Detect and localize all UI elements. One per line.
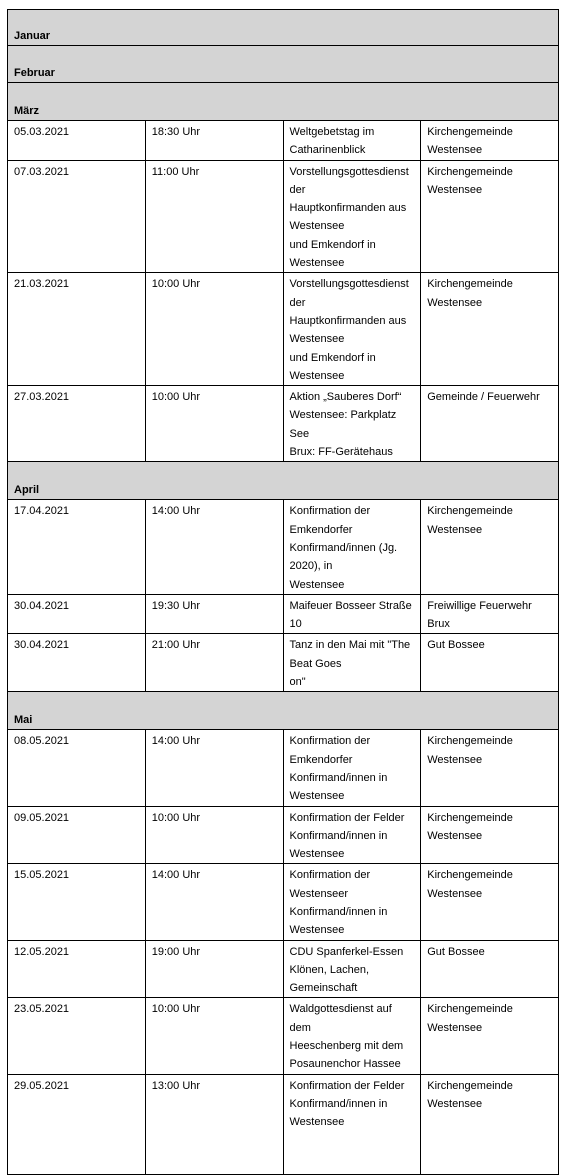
event-description-line: Konfirmand/innen in Westensee <box>289 905 388 937</box>
event-description-line: Waldgottesdienst auf dem <box>289 1003 392 1034</box>
event-description <box>283 864 421 940</box>
event-time: 10:00 Uhr <box>145 273 283 386</box>
month-header-row <box>8 83 559 121</box>
event-row <box>8 1074 559 1174</box>
event-organizer: Kirchengemeinde Westensee <box>421 160 559 273</box>
event-description <box>283 273 421 386</box>
event-time: 19:30 Uhr <box>145 594 283 634</box>
event-organizer: Kirchengemeinde Westensee <box>421 806 559 864</box>
event-description-line: Heeschenberg mit dem <box>289 1040 404 1053</box>
month-name: Februar <box>8 46 559 83</box>
event-row <box>8 864 559 940</box>
event-row <box>8 500 559 594</box>
event-description-line: Konfirmand/innen (Jg. 2020), in <box>289 541 398 573</box>
month-name: Januar <box>8 10 559 46</box>
event-description-line: Klönen, Lachen, Gemeinschaft <box>289 963 370 995</box>
event-organizer: Kirchengemeinde Westensee <box>421 273 559 386</box>
event-calendar-table <box>7 9 559 1175</box>
event-organizer: Kirchengemeinde Westensee <box>421 730 559 806</box>
event-description-line: Konfirmand/innen in Westensee <box>289 1097 388 1129</box>
event-row <box>8 998 559 1074</box>
event-description-line: Hauptkonfirmanden aus Westensee <box>289 202 407 233</box>
event-row <box>8 273 559 386</box>
event-row <box>8 806 559 864</box>
event-time: 18:30 Uhr <box>145 121 283 161</box>
event-time: 11:00 Uhr <box>145 160 283 273</box>
event-date: 21.03.2021 <box>8 273 146 386</box>
event-organizer: Kirchengemeinde Westensee <box>421 500 559 594</box>
event-description <box>283 940 421 998</box>
event-date: 17.04.2021 <box>8 500 146 594</box>
event-organizer: Kirchengemeinde Westensee <box>421 998 559 1074</box>
event-description-line: Posaunenchor Hassee <box>289 1058 401 1071</box>
month-header-row <box>8 462 559 500</box>
event-time: 14:00 Uhr <box>145 500 283 594</box>
event-description <box>283 634 421 692</box>
event-description <box>283 121 421 161</box>
event-organizer: Kirchengemeinde Westensee <box>421 121 559 161</box>
event-row <box>8 634 559 692</box>
event-description <box>283 730 421 806</box>
event-time: 10:00 Uhr <box>145 386 283 462</box>
event-time: 10:00 Uhr <box>145 998 283 1074</box>
month-header-row <box>8 692 559 730</box>
event-date: 07.03.2021 <box>8 160 146 273</box>
event-description <box>283 1074 421 1174</box>
event-row <box>8 386 559 462</box>
event-time: 14:00 Uhr <box>145 730 283 806</box>
month-header-row <box>8 46 559 83</box>
event-date: 27.03.2021 <box>8 386 146 462</box>
event-time: 13:00 Uhr <box>145 1074 283 1174</box>
event-time: 14:00 Uhr <box>145 864 283 940</box>
event-description-line: Konfirmation der Felder <box>289 1079 405 1092</box>
event-date: 09.05.2021 <box>8 806 146 864</box>
month-name: Mai <box>8 692 559 730</box>
event-organizer: Gemeinde / Feuerwehr <box>421 386 559 462</box>
event-description <box>283 998 421 1074</box>
event-description-line: Konfirmation der Emkendorfer <box>289 735 371 766</box>
event-description-line: Weltgebetstag im Catharinenblick <box>289 126 375 157</box>
event-description-line: Aktion „Sauberes Dorf“ <box>289 391 402 404</box>
month-name: April <box>8 462 559 500</box>
month-header-row <box>8 10 559 46</box>
event-date: 05.03.2021 <box>8 121 146 161</box>
event-description-line: Westensee <box>289 578 345 591</box>
event-description-line: und Emkendorf in Westensee <box>289 238 376 270</box>
event-row <box>8 121 559 161</box>
event-date: 08.05.2021 <box>8 730 146 806</box>
event-time: 19:00 Uhr <box>145 940 283 998</box>
event-organizer: Freiwillige Feuerwehr Brux <box>421 594 559 634</box>
event-row <box>8 160 559 273</box>
event-organizer: Kirchengemeinde Westensee <box>421 864 559 940</box>
event-description-line: Vorstellungsgottesdienst der <box>289 278 409 309</box>
event-description-line: Konfirmation der Felder <box>289 811 405 824</box>
event-description-line: Konfirmand/innen in Westensee <box>289 771 388 803</box>
event-calendar-body <box>8 10 559 1175</box>
event-description-line: on" <box>289 676 306 689</box>
event-description <box>283 594 421 634</box>
event-description-line: Westensee: Parkplatz See <box>289 409 397 440</box>
event-description-line: Tanz in den Mai mit "The Beat Goes <box>289 639 411 670</box>
event-date: 23.05.2021 <box>8 998 146 1074</box>
event-description-line: Hauptkonfirmanden aus Westensee <box>289 314 407 346</box>
event-description-line: Maifeuer Bosseer Straße 10 <box>289 599 412 631</box>
event-row <box>8 730 559 806</box>
event-description-line: Konfirmation der Emkendorfer <box>289 505 371 536</box>
event-description-line: Konfirmation der Westenseer <box>289 869 371 900</box>
month-name: März <box>8 83 559 121</box>
event-date: 30.04.2021 <box>8 594 146 634</box>
event-date: 30.04.2021 <box>8 634 146 692</box>
event-description <box>283 806 421 864</box>
event-row <box>8 940 559 998</box>
event-organizer: Kirchengemeinde Westensee <box>421 1074 559 1174</box>
event-description-line: Vorstellungsgottesdienst der <box>289 165 409 196</box>
event-date: 12.05.2021 <box>8 940 146 998</box>
event-time: 21:00 Uhr <box>145 634 283 692</box>
event-description-line: und Emkendorf in Westensee <box>289 351 376 382</box>
event-date: 15.05.2021 <box>8 864 146 940</box>
event-description <box>283 386 421 462</box>
event-description-line: CDU Spanferkel-Essen <box>289 945 404 958</box>
event-description-line: Konfirmand/innen in Westensee <box>289 829 388 861</box>
event-time: 10:00 Uhr <box>145 806 283 864</box>
event-organizer: Gut Bossee <box>421 940 559 998</box>
event-row <box>8 594 559 634</box>
event-description <box>283 160 421 273</box>
event-description <box>283 500 421 594</box>
event-organizer: Gut Bossee <box>421 634 559 692</box>
event-description-line: Brux: FF-Gerätehaus <box>289 446 393 459</box>
event-date: 29.05.2021 <box>8 1074 146 1174</box>
